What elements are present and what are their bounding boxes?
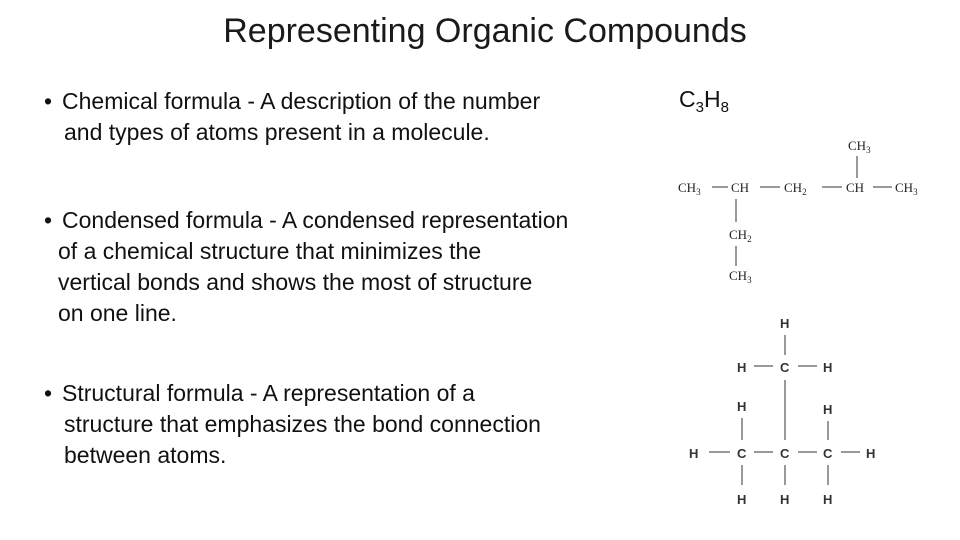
hydrogen-atom: H [823,360,833,375]
bullet-marker: • [44,88,53,114]
bullet-text-line: structure that emphasizes the bond connection [64,411,541,437]
hydrogen-atom: H [737,360,747,375]
carbon-atom: C [737,446,747,461]
hydrogen-atom: H [689,446,699,461]
hydrogen-atom: H [780,316,790,331]
ch2-label: $CH_2$ [784,180,807,197]
carbon-atom: C [780,446,790,461]
carbon-atom: C [823,446,833,461]
hydrogen-atom: H [866,446,876,461]
bullet-text-line: between atoms. [64,442,227,468]
carbon-atom: C [780,360,790,375]
bullet-marker: • [44,380,53,406]
bullet-text-line: Chemical formula - A description of the number [62,88,541,114]
hydrogen-atom: H [737,492,747,507]
condensed-formula-diagram [678,138,918,285]
ch3-top-label: $CH_3$ [848,138,871,155]
ch-label: CH [846,180,865,195]
ch-label: CH [731,180,750,195]
slide-title: Representing Organic Compounds [223,12,747,50]
bullet-marker: • [44,207,53,233]
bullet-text-line: on one line. [58,300,177,326]
hydrogen-atom: H [823,402,833,417]
bullet-text-line: Condensed formula - A condensed representation [62,207,569,233]
bullet-text-line: and types of atoms present in a molecule. [64,119,490,145]
ch3-right-label: $CH_3$ [895,180,918,197]
hydrogen-count: 8 [720,99,729,116]
ch2-branch-label: $CH_2$ [729,227,752,244]
carbon-symbol: C [679,86,696,112]
structural-formula-diagram [689,316,875,507]
carbon-count: 3 [695,99,704,116]
hydrogen-symbol: H [703,86,721,112]
hydrogen-atom: H [823,492,833,507]
bullet-text-line: vertical bonds and shows the most of structure [58,269,533,295]
hydrogen-atom: H [737,399,747,414]
ch3-branch-label: $CH_3$ [729,268,752,285]
bullet-text-line: Structural formula - A representation of a [62,380,475,406]
ch3-left-label: $CH_3$ [678,180,701,197]
hydrogen-atom: H [780,492,790,507]
bullet-text-line: of a chemical structure that minimizes the [58,238,482,264]
